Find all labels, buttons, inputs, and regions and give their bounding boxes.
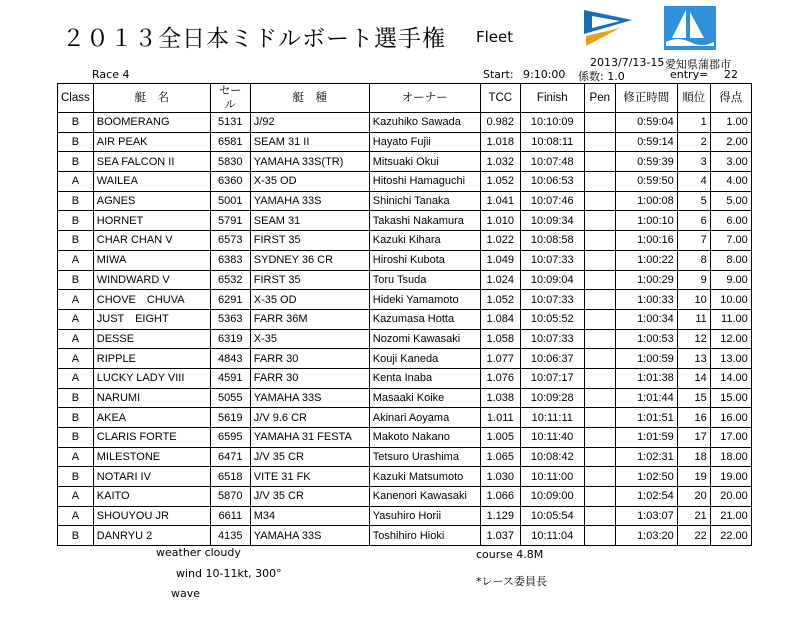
class-cell: B	[58, 428, 94, 448]
penalty-cell	[584, 506, 615, 526]
class-cell: A	[58, 250, 94, 270]
points-cell: 12.00	[710, 329, 751, 349]
owner-cell: Masaaki Koike	[369, 388, 480, 408]
boat-type-cell: M34	[250, 506, 369, 526]
rank-cell: 6	[677, 211, 710, 231]
owner-cell: Hayato Fujii	[369, 132, 480, 152]
owner-cell: Nozomi Kawasaki	[369, 329, 480, 349]
table-row	[58, 290, 752, 310]
sail-cell: 6595	[210, 428, 250, 448]
points-cell: 17.00	[710, 428, 751, 448]
finish-cell: 10:06:53	[520, 172, 584, 192]
wind-info: wind 10-11kt, 300°	[176, 567, 282, 580]
finish-cell: 10:09:04	[520, 270, 584, 290]
boat-type-cell: YAMAHA 31 FESTA	[250, 428, 369, 448]
table-row	[58, 172, 752, 192]
corrected-time-cell: 0:59:14	[615, 132, 677, 152]
class-cell: B	[58, 191, 94, 211]
points-cell: 20.00	[710, 487, 751, 507]
boat-type-cell: FARR 30	[250, 368, 369, 388]
points-cell: 3.00	[710, 152, 751, 172]
boat-type-cell: X-35 OD	[250, 172, 369, 192]
boat-name-cell: DANRYU 2	[93, 526, 210, 546]
corrected-time-cell: 1:01:38	[615, 368, 677, 388]
table-row	[58, 132, 752, 152]
rank-cell: 11	[677, 309, 710, 329]
points-cell: 22.00	[710, 526, 751, 546]
sail-cell: 5055	[210, 388, 250, 408]
table-row	[58, 211, 752, 231]
boat-type-cell: X-35 OD	[250, 290, 369, 310]
sail-cell: 6319	[210, 329, 250, 349]
sail-cell: 4843	[210, 349, 250, 369]
rank-cell: 2	[677, 132, 710, 152]
boat-type-cell: J/92	[250, 113, 369, 133]
points-cell: 18.00	[710, 447, 751, 467]
boat-type-cell: FARR 30	[250, 349, 369, 369]
points-cell: 14.00	[710, 368, 751, 388]
sail-cell: 6383	[210, 250, 250, 270]
owner-cell: Toshihiro Hioki	[369, 526, 480, 546]
table-row	[58, 526, 752, 546]
col-header-boat-name: 艇 名	[93, 84, 210, 113]
points-cell: 16.00	[710, 408, 751, 428]
rank-cell: 5	[677, 191, 710, 211]
boat-type-cell: YAMAHA 33S	[250, 526, 369, 546]
owner-cell: Kazumasa Hotta	[369, 309, 480, 329]
corrected-time-cell: 1:00:08	[615, 191, 677, 211]
rank-cell: 21	[677, 506, 710, 526]
points-cell: 8.00	[710, 250, 751, 270]
sail-cell: 4591	[210, 368, 250, 388]
corrected-time-cell: 1:02:54	[615, 487, 677, 507]
entry-label: entry=	[670, 68, 709, 81]
penalty-cell	[584, 349, 615, 369]
sail-cell: 5001	[210, 191, 250, 211]
rank-cell: 16	[677, 408, 710, 428]
rank-cell: 14	[677, 368, 710, 388]
corrected-time-cell: 1:01:51	[615, 408, 677, 428]
owner-cell: Yasuhiro Horii	[369, 506, 480, 526]
rank-cell: 8	[677, 250, 710, 270]
boat-name-cell: NARUMI	[93, 388, 210, 408]
table-row	[58, 113, 752, 133]
table-row	[58, 428, 752, 448]
tcc-cell: 1.058	[480, 329, 520, 349]
corrected-time-cell: 1:00:10	[615, 211, 677, 231]
corrected-time-cell: 1:00:22	[615, 250, 677, 270]
finish-cell: 10:07:46	[520, 191, 584, 211]
start-time: 9:10:00	[523, 68, 566, 81]
sail-cell: 5830	[210, 152, 250, 172]
sail-cell: 5870	[210, 487, 250, 507]
table-row	[58, 270, 752, 290]
class-cell: A	[58, 368, 94, 388]
owner-cell: Kazuki Matsumoto	[369, 467, 480, 487]
penalty-cell	[584, 231, 615, 251]
class-cell: A	[58, 506, 94, 526]
rank-cell: 3	[677, 152, 710, 172]
class-cell: A	[58, 309, 94, 329]
col-header-owner: オーナー	[369, 84, 480, 113]
owner-cell: Takashi Nakamura	[369, 211, 480, 231]
table-row	[58, 487, 752, 507]
points-cell: 7.00	[710, 231, 751, 251]
tcc-cell: 1.010	[480, 211, 520, 231]
boat-name-cell: BOOMERANG	[93, 113, 210, 133]
sail-cell: 5791	[210, 211, 250, 231]
penalty-cell	[584, 487, 615, 507]
boat-name-cell: MILESTONE	[93, 447, 210, 467]
rank-cell: 10	[677, 290, 710, 310]
sail-cell: 6291	[210, 290, 250, 310]
owner-cell: Toru Tsuda	[369, 270, 480, 290]
corrected-time-cell: 1:00:16	[615, 231, 677, 251]
points-cell: 2.00	[710, 132, 751, 152]
table-row	[58, 231, 752, 251]
sail-cell: 6360	[210, 172, 250, 192]
tcc-cell: 1.038	[480, 388, 520, 408]
penalty-cell	[584, 152, 615, 172]
penalty-cell	[584, 191, 615, 211]
sail-logo-icon	[580, 6, 636, 48]
tcc-cell: 1.076	[480, 368, 520, 388]
boat-name-cell: AGNES	[93, 191, 210, 211]
finish-cell: 10:07:48	[520, 152, 584, 172]
owner-cell: Hideki Yamamoto	[369, 290, 480, 310]
owner-cell: Kouji Kaneda	[369, 349, 480, 369]
tcc-cell: 1.041	[480, 191, 520, 211]
finish-cell: 10:09:28	[520, 388, 584, 408]
race-committee: *レース委員長	[476, 575, 547, 588]
penalty-cell	[584, 388, 615, 408]
corrected-time-cell: 0:59:39	[615, 152, 677, 172]
penalty-cell	[584, 132, 615, 152]
finish-cell: 10:07:33	[520, 290, 584, 310]
boat-name-cell: WAILEA	[93, 172, 210, 192]
start-label: Start:	[483, 68, 514, 81]
col-header-penalty: Pen	[584, 84, 615, 113]
finish-cell: 10:08:11	[520, 132, 584, 152]
class-cell: B	[58, 388, 94, 408]
sail-cell: 4135	[210, 526, 250, 546]
class-cell: B	[58, 113, 94, 133]
class-cell: B	[58, 467, 94, 487]
finish-cell: 10:11:00	[520, 467, 584, 487]
boat-type-cell: J/V 9.6 CR	[250, 408, 369, 428]
tcc-cell: 1.032	[480, 152, 520, 172]
col-header-boat-type: 艇 種	[250, 84, 369, 113]
corrected-time-cell: 1:01:59	[615, 428, 677, 448]
sail-cell: 6471	[210, 447, 250, 467]
table-row	[58, 309, 752, 329]
class-cell: B	[58, 211, 94, 231]
corrected-time-cell: 0:59:50	[615, 172, 677, 192]
sail-cell: 6532	[210, 270, 250, 290]
rank-cell: 13	[677, 349, 710, 369]
penalty-cell	[584, 408, 615, 428]
penalty-cell	[584, 290, 615, 310]
entry-count: 22	[724, 68, 738, 81]
finish-cell: 10:08:42	[520, 447, 584, 467]
points-cell: 9.00	[710, 270, 751, 290]
sail-cell: 6518	[210, 467, 250, 487]
rank-cell: 7	[677, 231, 710, 251]
col-header-tcc: TCC	[480, 84, 520, 113]
rank-cell: 1	[677, 113, 710, 133]
sail-cell: 6573	[210, 231, 250, 251]
boat-type-cell: VITE 31 FK	[250, 467, 369, 487]
owner-cell: Mitsuaki Okui	[369, 152, 480, 172]
wave-info: wave	[171, 587, 201, 600]
boat-name-cell: WINDWARD V	[93, 270, 210, 290]
class-cell: B	[58, 231, 94, 251]
corrected-time-cell: 1:00:53	[615, 329, 677, 349]
penalty-cell	[584, 526, 615, 546]
finish-cell: 10:09:34	[520, 211, 584, 231]
finish-cell: 10:07:33	[520, 329, 584, 349]
boat-name-cell: SHOUYOU JR	[93, 506, 210, 526]
points-cell: 10.00	[710, 290, 751, 310]
owner-cell: Hiroshi Kubota	[369, 250, 480, 270]
class-cell: A	[58, 487, 94, 507]
col-header-corrected-time: 修正時間	[615, 84, 677, 113]
yacht-club-logo-icon	[662, 4, 718, 52]
points-cell: 4.00	[710, 172, 751, 192]
tcc-cell: 1.037	[480, 526, 520, 546]
table-header-row	[58, 84, 752, 113]
owner-cell: Kazuki Kihara	[369, 231, 480, 251]
penalty-cell	[584, 309, 615, 329]
rank-cell: 12	[677, 329, 710, 349]
sail-cell: 6611	[210, 506, 250, 526]
rank-cell: 4	[677, 172, 710, 192]
penalty-cell	[584, 329, 615, 349]
class-cell: A	[58, 349, 94, 369]
corrected-time-cell: 1:00:59	[615, 349, 677, 369]
rank-cell: 22	[677, 526, 710, 546]
boat-type-cell: SYDNEY 36 CR	[250, 250, 369, 270]
points-cell: 1.00	[710, 113, 751, 133]
class-cell: A	[58, 172, 94, 192]
boat-type-cell: SEAM 31 II	[250, 132, 369, 152]
event-date: 2013/7/13-15	[590, 56, 665, 69]
corrected-time-cell: 1:03:20	[615, 526, 677, 546]
penalty-cell	[584, 270, 615, 290]
finish-cell: 10:09:00	[520, 487, 584, 507]
sail-cell: 6581	[210, 132, 250, 152]
finish-cell: 10:10:09	[520, 113, 584, 133]
tcc-cell: 1.024	[480, 270, 520, 290]
tcc-cell: 1.018	[480, 132, 520, 152]
finish-cell: 10:06:37	[520, 349, 584, 369]
tcc-cell: 1.022	[480, 231, 520, 251]
race-label: Race 4	[92, 68, 130, 81]
corrected-time-cell: 1:01:44	[615, 388, 677, 408]
corrected-time-cell: 1:02:50	[615, 467, 677, 487]
owner-cell: Kanenori Kawasaki	[369, 487, 480, 507]
boat-type-cell: X-35	[250, 329, 369, 349]
boat-name-cell: KAITO	[93, 487, 210, 507]
rank-cell: 17	[677, 428, 710, 448]
col-header-rank: 順位	[677, 84, 710, 113]
corrected-time-cell: 1:03:07	[615, 506, 677, 526]
table-row	[58, 152, 752, 172]
boat-name-cell: JUST EIGHT	[93, 309, 210, 329]
class-cell: B	[58, 152, 94, 172]
points-cell: 5.00	[710, 191, 751, 211]
class-cell: A	[58, 329, 94, 349]
class-cell: B	[58, 526, 94, 546]
boat-name-cell: CLARIS FORTE	[93, 428, 210, 448]
tcc-cell: 1.065	[480, 447, 520, 467]
rank-cell: 18	[677, 447, 710, 467]
tcc-cell: 1.052	[480, 172, 520, 192]
table-row	[58, 447, 752, 467]
class-cell: A	[58, 290, 94, 310]
finish-cell: 10:05:52	[520, 309, 584, 329]
boat-name-cell: AKEA	[93, 408, 210, 428]
table-row	[58, 329, 752, 349]
sail-cell: 5131	[210, 113, 250, 133]
tcc-cell: 1.066	[480, 487, 520, 507]
rank-cell: 9	[677, 270, 710, 290]
finish-cell: 10:07:33	[520, 250, 584, 270]
class-cell: B	[58, 270, 94, 290]
table-row	[58, 250, 752, 270]
weather-info: weather cloudy	[156, 546, 241, 559]
owner-cell: Hitoshi Hamaguchi	[369, 172, 480, 192]
finish-cell: 10:08:58	[520, 231, 584, 251]
boat-type-cell: SEAM 31	[250, 211, 369, 231]
boat-type-cell: J/V 35 CR	[250, 487, 369, 507]
fleet-label: Fleet	[476, 28, 514, 46]
tcc-cell: 1.077	[480, 349, 520, 369]
penalty-cell	[584, 368, 615, 388]
course-info: course 4.8M	[476, 548, 544, 561]
tcc-cell: 1.005	[480, 428, 520, 448]
corrected-time-cell: 1:02:31	[615, 447, 677, 467]
rank-cell: 19	[677, 467, 710, 487]
penalty-cell	[584, 467, 615, 487]
boat-type-cell: J/V 35 CR	[250, 447, 369, 467]
boat-type-cell: FIRST 35	[250, 231, 369, 251]
tcc-cell: 1.011	[480, 408, 520, 428]
col-header-sail: セール	[210, 84, 250, 113]
results-table	[57, 83, 752, 546]
col-header-class: Class	[58, 84, 94, 113]
points-cell: 6.00	[710, 211, 751, 231]
penalty-cell	[584, 211, 615, 231]
finish-cell: 10:05:54	[520, 506, 584, 526]
corrected-time-cell: 1:00:34	[615, 309, 677, 329]
corrected-time-cell: 0:59:04	[615, 113, 677, 133]
table-row	[58, 368, 752, 388]
owner-cell: Shinichi Tanaka	[369, 191, 480, 211]
boat-type-cell: FIRST 35	[250, 270, 369, 290]
boat-name-cell: HORNET	[93, 211, 210, 231]
tcc-cell: 0.982	[480, 113, 520, 133]
col-header-points: 得点	[710, 84, 751, 113]
table-row	[58, 191, 752, 211]
tcc-cell: 1.049	[480, 250, 520, 270]
page-title: ２０１３全日本ミドルボート選手権	[62, 26, 446, 52]
boat-name-cell: CHAR CHAN V	[93, 231, 210, 251]
tcc-cell: 1.052	[480, 290, 520, 310]
boat-name-cell: CHOVE CHUVA	[93, 290, 210, 310]
corrected-time-cell: 1:00:29	[615, 270, 677, 290]
table-row	[58, 408, 752, 428]
owner-cell: Akinari Aoyama	[369, 408, 480, 428]
owner-cell: Makoto Nakano	[369, 428, 480, 448]
rank-cell: 15	[677, 388, 710, 408]
class-cell: A	[58, 447, 94, 467]
penalty-cell	[584, 113, 615, 133]
boat-type-cell: YAMAHA 33S(TR)	[250, 152, 369, 172]
boat-name-cell: LUCKY LADY VIII	[93, 368, 210, 388]
boat-name-cell: AIR PEAK	[93, 132, 210, 152]
finish-cell: 10:07:17	[520, 368, 584, 388]
boat-name-cell: SEA FALCON II	[93, 152, 210, 172]
table-row	[58, 506, 752, 526]
boat-type-cell: YAMAHA 33S	[250, 191, 369, 211]
owner-cell: Kenta Inaba	[369, 368, 480, 388]
owner-cell: Kazuhiko Sawada	[369, 113, 480, 133]
points-cell: 15.00	[710, 388, 751, 408]
col-header-finish: Finish	[520, 84, 584, 113]
corrected-time-cell: 1:00:33	[615, 290, 677, 310]
coefficient: 係数: 1.0	[578, 70, 625, 83]
event-location: 愛知県蒲郡市	[665, 58, 731, 71]
class-cell: B	[58, 408, 94, 428]
boat-type-cell: YAMAHA 33S	[250, 388, 369, 408]
boat-name-cell: MIWA	[93, 250, 210, 270]
points-cell: 11.00	[710, 309, 751, 329]
tcc-cell: 1.030	[480, 467, 520, 487]
penalty-cell	[584, 428, 615, 448]
rank-cell: 20	[677, 487, 710, 507]
finish-cell: 10:11:04	[520, 526, 584, 546]
boat-name-cell: DESSE	[93, 329, 210, 349]
finish-cell: 10:11:11	[520, 408, 584, 428]
table-row	[58, 349, 752, 369]
sail-cell: 5619	[210, 408, 250, 428]
finish-cell: 10:11:40	[520, 428, 584, 448]
table-row	[58, 388, 752, 408]
sail-cell: 5363	[210, 309, 250, 329]
owner-cell: Tetsuro Urashima	[369, 447, 480, 467]
penalty-cell	[584, 447, 615, 467]
table-row	[58, 467, 752, 487]
boat-type-cell: FARR 36M	[250, 309, 369, 329]
points-cell: 21.00	[710, 506, 751, 526]
penalty-cell	[584, 250, 615, 270]
tcc-cell: 1.084	[480, 309, 520, 329]
penalty-cell	[584, 172, 615, 192]
boat-name-cell: NOTARI IV	[93, 467, 210, 487]
class-cell: B	[58, 132, 94, 152]
points-cell: 19.00	[710, 467, 751, 487]
points-cell: 13.00	[710, 349, 751, 369]
tcc-cell: 1.129	[480, 506, 520, 526]
boat-name-cell: RIPPLE	[93, 349, 210, 369]
